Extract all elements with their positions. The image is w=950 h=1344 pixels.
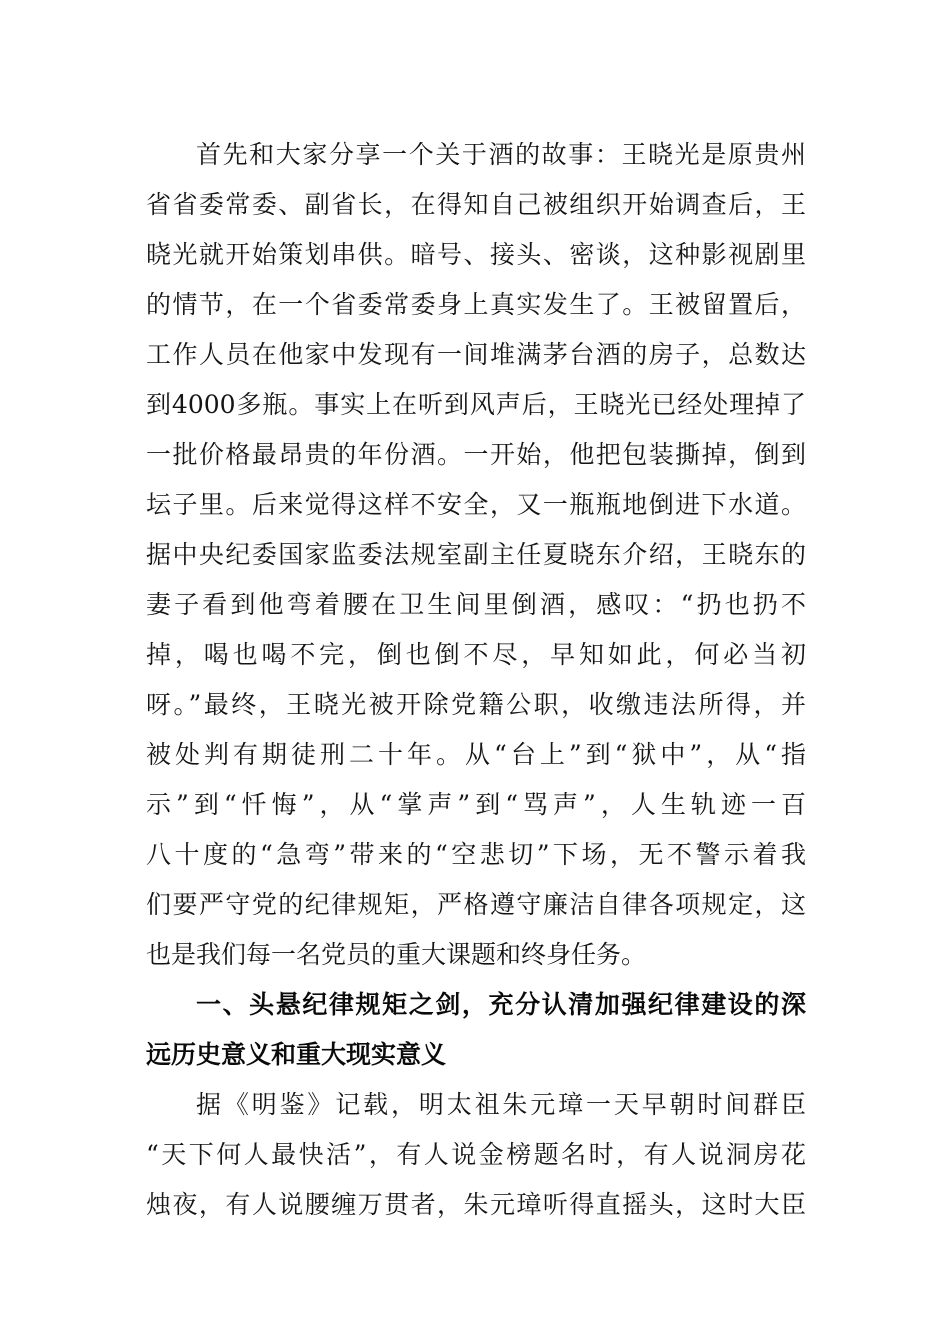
paragraph-2-line-1: 据《明鉴》记载，明太祖朱元璋一天早朝时间群臣 [196, 1090, 806, 1119]
paragraph-1-line-6: 到4000多瓶。事实上在听到风声后，王晓光已经处理掉了 [146, 390, 806, 419]
paragraph-1-line-8: 坛子里。后来觉得这样不安全，又一瓶瓶地倒进下水道。 [146, 490, 806, 519]
paragraph-1-line-17: 也是我们每一名党员的重大课题和终身任务。 [146, 940, 647, 969]
paragraph-1-line-4: 的情节，在一个省委常委身上真实发生了。王被留置后， [146, 290, 806, 319]
paragraph-1-line-15: 八十度的“急弯”带来的“空悲切”下场，无不警示着我 [146, 840, 806, 869]
paragraph-1-line-14: 示”到“忏悔”，从“掌声”到“骂声”，人生轨迹一百 [146, 790, 806, 819]
paragraph-1-line-9: 据中央纪委国家监委法规室副主任夏晓东介绍，王晓东的 [146, 540, 806, 569]
paragraph-1-line-1: 首先和大家分享一个关于酒的故事：王晓光是原贵州 [196, 140, 806, 169]
paragraph-2-line-3: 烛夜，有人说腰缠万贯者，朱元璋听得直摇头，这时大臣 [146, 1190, 806, 1219]
paragraph-1-line-10: 妻子看到他弯着腰在卫生间里倒酒，感叹：“扔也扔不 [146, 590, 806, 619]
paragraph-1-line-12: 呀。”最终，王晓光被开除党籍公职，收缴违法所得，并 [146, 690, 806, 719]
paragraph-1-line-3: 晓光就开始策划串供。暗号、接头、密谈，这种影视剧里 [146, 240, 806, 269]
section-heading-line-1: 一、头悬纪律规矩之剑，充分认清加强纪律建设的深 [196, 990, 806, 1019]
paragraph-1-line-13: 被处判有期徒刑二十年。从“台上”到“狱中”，从“指 [146, 740, 806, 769]
section-heading-line-2: 远历史意义和重大现实意义 [146, 1040, 447, 1069]
paragraph-1-line-7: 一批价格最昂贵的年份酒。一开始，他把包装撕掉，倒到 [146, 440, 806, 469]
paragraph-1-line-16: 们要严守党的纪律规矩，严格遵守廉洁自律各项规定，这 [146, 890, 806, 919]
paragraph-2-line-2: “天下何人最快活”，有人说金榜题名时，有人说洞房花 [146, 1140, 806, 1169]
paragraph-1-line-11: 掉，喝也喝不完，倒也倒不尽，早知如此，何必当初 [146, 640, 806, 669]
paragraph-1-line-2: 省省委常委、副省长，在得知自己被组织开始调查后，王 [146, 190, 806, 219]
paragraph-1-line-5: 工作人员在他家中发现有一间堆满茅台酒的房子，总数达 [146, 340, 806, 369]
